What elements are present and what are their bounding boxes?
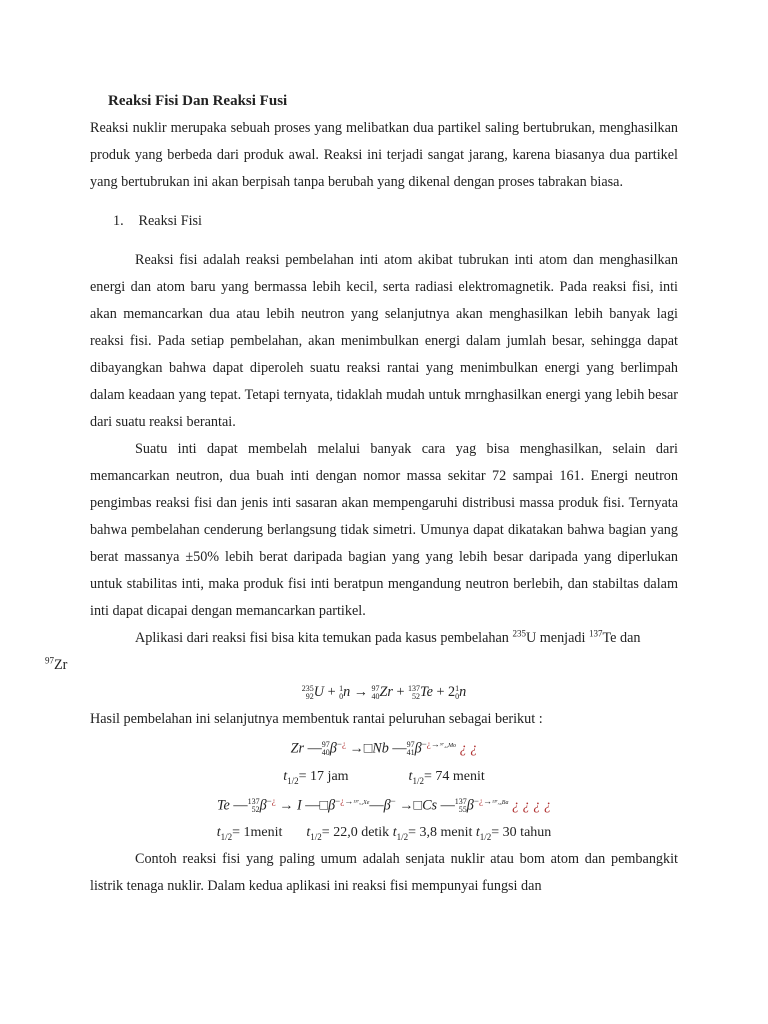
document-page — [45, 88, 678, 900]
examples-paragraph: Contoh reaksi fisi yang paling umum adalah senjata nuklir atau bom atom dan pembangkit listrik tenaga nuklir. Dalam kedua aplikasi ini reaksi fisi mempunyai fungsi dan — [90, 851, 678, 895]
section-number: 1. — [113, 213, 124, 229]
intro-paragraph: Reaksi nuklir merupaka sebuah proses yang melibatkan dua partikel saling bertubrukan, menghasilkan produk yang berbeda dari produk awal. Reaksi ini terjadi sangat jarang, karena biasanya dua partikel yang bertubrukan ini akan berpisah tanpa berubah yang dikenal dengan proses tabrakan biasa. — [90, 120, 678, 190]
decay-chain-zr: Zr — 97 40 β−¿ →□Nb — 97 41 $\beta^{-¿\to^{97}_{42}Mo}$ ¿ ¿ — [290, 739, 478, 758]
fission-mass-paragraph: Suatu inti dapat membelah melalui banyak cara yag bisa menghasilkan, selain dari memancarkan neutron, dua buah inti dengan nomor massa sekitar 72 sampai 161. Energi neutron pengimbas reaksi fisi dan jenis inti sasaran akan mempengaruhi distribusi massa produk fisi. Ternyata bahwa pembelahan cenderung berlangsung tidak simetri. Umunya dapat dikatakan bahwa bagian yang berat massanya ±50% lebih berat daripada bagian yang yang lebih besar daripada yang diperlukan untuk stabilitas inti, maka produk fisi inti beratpun mengandung neutron berlebih, dan stabiltas dalam inti dapat dicapai dengan memancarkan partikel. — [90, 441, 678, 619]
halflife-row-1: $t_{1/2}= 17$ jam $t_{1/2}= 74$ menit — [283, 768, 485, 786]
fission-equation: 235 92 U + 1 0 n → 97 40 Zr + 137 52 Te + 2 1 0 n — [301, 683, 467, 701]
decay-chain-te: Te — 137 52 β−¿ → I $—□\beta^{-¿\to^{137}_{54}Xe}—\beta^-$ →□Cs — 137 55 $\beta^{-¿\to^{137}_{56}Ba}$ ¿ ¿ ¿ ¿ — [216, 795, 552, 815]
chain-intro: Hasil pembelahan ini selanjutnya membentuk rantai peluruhan sebagai berikut : — [90, 711, 543, 727]
halflife-row-2: $t_{1/2}=$ 1menit $t_{1/2}= 22,0$ detik $t_{1/2}= 3,8$ menit $t_{1/2}= 30$ tahun — [216, 825, 552, 843]
page-title: Reaksi Fisi Dan Reaksi Fusi — [108, 93, 288, 109]
section-title: Reaksi Fisi — [138, 213, 203, 229]
application-paragraph: Aplikasi dari reaksi fisi bisa kita temukan pada kasus pembelahan $^{235}$U menjadi $^{137}$Te dan $^{97}$Zr — [45, 628, 641, 673]
section-heading — [90, 208, 678, 235]
fission-definition-paragraph: Reaksi fisi adalah reaksi pembelahan inti atom akibat tubrukan inti atom dan menghasilkan energi dan atom baru yang bermassa lebih kecil, serta radiasi elektromagnetik. Pada reaksi fisi, inti akan memancarkan dua atau lebih neutron yang selanjutnya akan menghasilkan lebih banyak lagi reaksi fisi. Pada setiap pembelahan, akan menimbulkan energi dalam jumlah besar, sehingga dapat dibayangkan bahwa dapat diperoleh suatu reaksi rantai yang menimbulkan energi yang berlimpah dalam keadaan yang tepat. Tetapi ternyata, tidaklah mudah untuk mrnghasilkan energi yang lebih besar dari suatu reaksi berantai. — [90, 252, 678, 430]
